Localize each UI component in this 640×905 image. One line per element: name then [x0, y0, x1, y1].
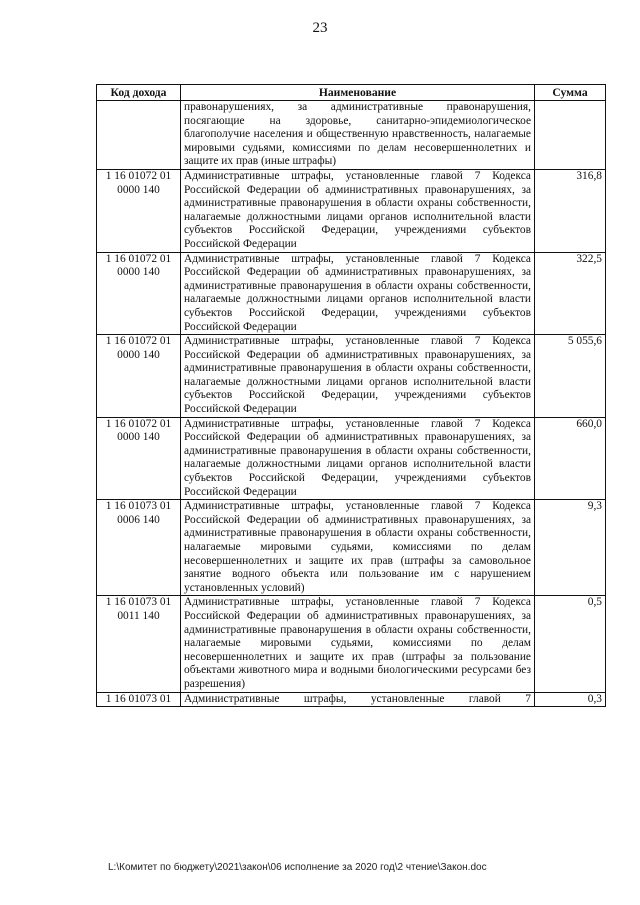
row-sum: 316,8	[535, 169, 606, 252]
row-sum	[535, 101, 606, 170]
row-code: 1 16 01072 01 0000 140	[97, 335, 181, 418]
table-row	[97, 500, 606, 596]
row-code	[97, 101, 181, 170]
row-code: 1 16 01073 01	[97, 692, 181, 707]
table-row	[97, 335, 606, 418]
header-code: Код дохода	[97, 85, 181, 101]
table-row	[97, 169, 606, 252]
file-path-footer: L:\Комитет по бюджету\2021\закон\06 исполнение за 2020 год\2 чтение\Закон.doc	[108, 862, 487, 873]
revenue-table	[96, 84, 606, 707]
row-name: Административные штрафы, установленные главой 7	[181, 692, 535, 707]
row-name: Административные штрафы, установленные главой 7 Кодекса Российской Федерации об административных правонарушениях, за административные правонарушения в области охраны собственности, налагаемые мировыми судьями, комиссиями по делам несовершеннолетних и защите их прав (штрафы за пользование объектами животного мира и водными биологическими ресурсами без разрешения)	[181, 596, 535, 692]
page-number: 23	[312, 20, 328, 36]
row-sum: 660,0	[535, 417, 606, 500]
row-name: Административные штрафы, установленные главой 7 Кодекса Российской Федерации об административных правонарушениях, за административные правонарушения в области охраны собственности, налагаемые должностными лицами органов исполнительной власти субъектов Российской Федерации, учреждениями субъектов Российской Федерации	[181, 252, 535, 335]
table-row	[97, 692, 606, 707]
header-sum: Сумма	[535, 85, 606, 101]
row-code: 1 16 01073 01 0006 140	[97, 500, 181, 596]
row-sum: 322,5	[535, 252, 606, 335]
row-code: 1 16 01072 01 0000 140	[97, 252, 181, 335]
table-row	[97, 417, 606, 500]
row-name: Административные штрафы, установленные главой 7 Кодекса Российской Федерации об административных правонарушениях, за административные правонарушения в области охраны собственности, налагаемые мировыми судьями, комиссиями по делам несовершеннолетних и защите их прав (штрафы за самовольное занятие водного объекта или пользование им с нарушением установленных условий)	[181, 500, 535, 596]
table-row	[97, 252, 606, 335]
table-header-row	[97, 85, 606, 101]
row-name: правонарушениях, за административные правонарушения, посягающие на здоровье, санитарно-эпидемиологическое благополучие населения и общественную нравственность, налагаемые мировыми судьями, комиссиями по делам несовершеннолетних и защите их прав (иные штрафы)	[181, 101, 535, 170]
row-sum: 9,3	[535, 500, 606, 596]
row-sum: 5 055,6	[535, 335, 606, 418]
row-sum: 0,5	[535, 596, 606, 692]
row-sum: 0,3	[535, 692, 606, 707]
row-code: 1 16 01073 01 0011 140	[97, 596, 181, 692]
header-name: Наименование	[181, 85, 535, 101]
row-code: 1 16 01072 01 0000 140	[97, 417, 181, 500]
row-name: Административные штрафы, установленные главой 7 Кодекса Российской Федерации об административных правонарушениях, за административные правонарушения в области охраны собственности, налагаемые должностными лицами органов исполнительной власти субъектов Российской Федерации, учреждениями субъектов Российской Федерации	[181, 417, 535, 500]
table-row	[97, 101, 606, 170]
row-name: Административные штрафы, установленные главой 7 Кодекса Российской Федерации об административных правонарушениях, за административные правонарушения в области охраны собственности, налагаемые должностными лицами органов исполнительной власти субъектов Российской Федерации, учреждениями субъектов Российской Федерации	[181, 335, 535, 418]
table-row	[97, 596, 606, 692]
row-code: 1 16 01072 01 0000 140	[97, 169, 181, 252]
row-name: Административные штрафы, установленные главой 7 Кодекса Российской Федерации об административных правонарушениях, за административные правонарушения в области охраны собственности, налагаемые должностными лицами органов исполнительной власти субъектов Российской Федерации, учреждениями субъектов Российской Федерации	[181, 169, 535, 252]
